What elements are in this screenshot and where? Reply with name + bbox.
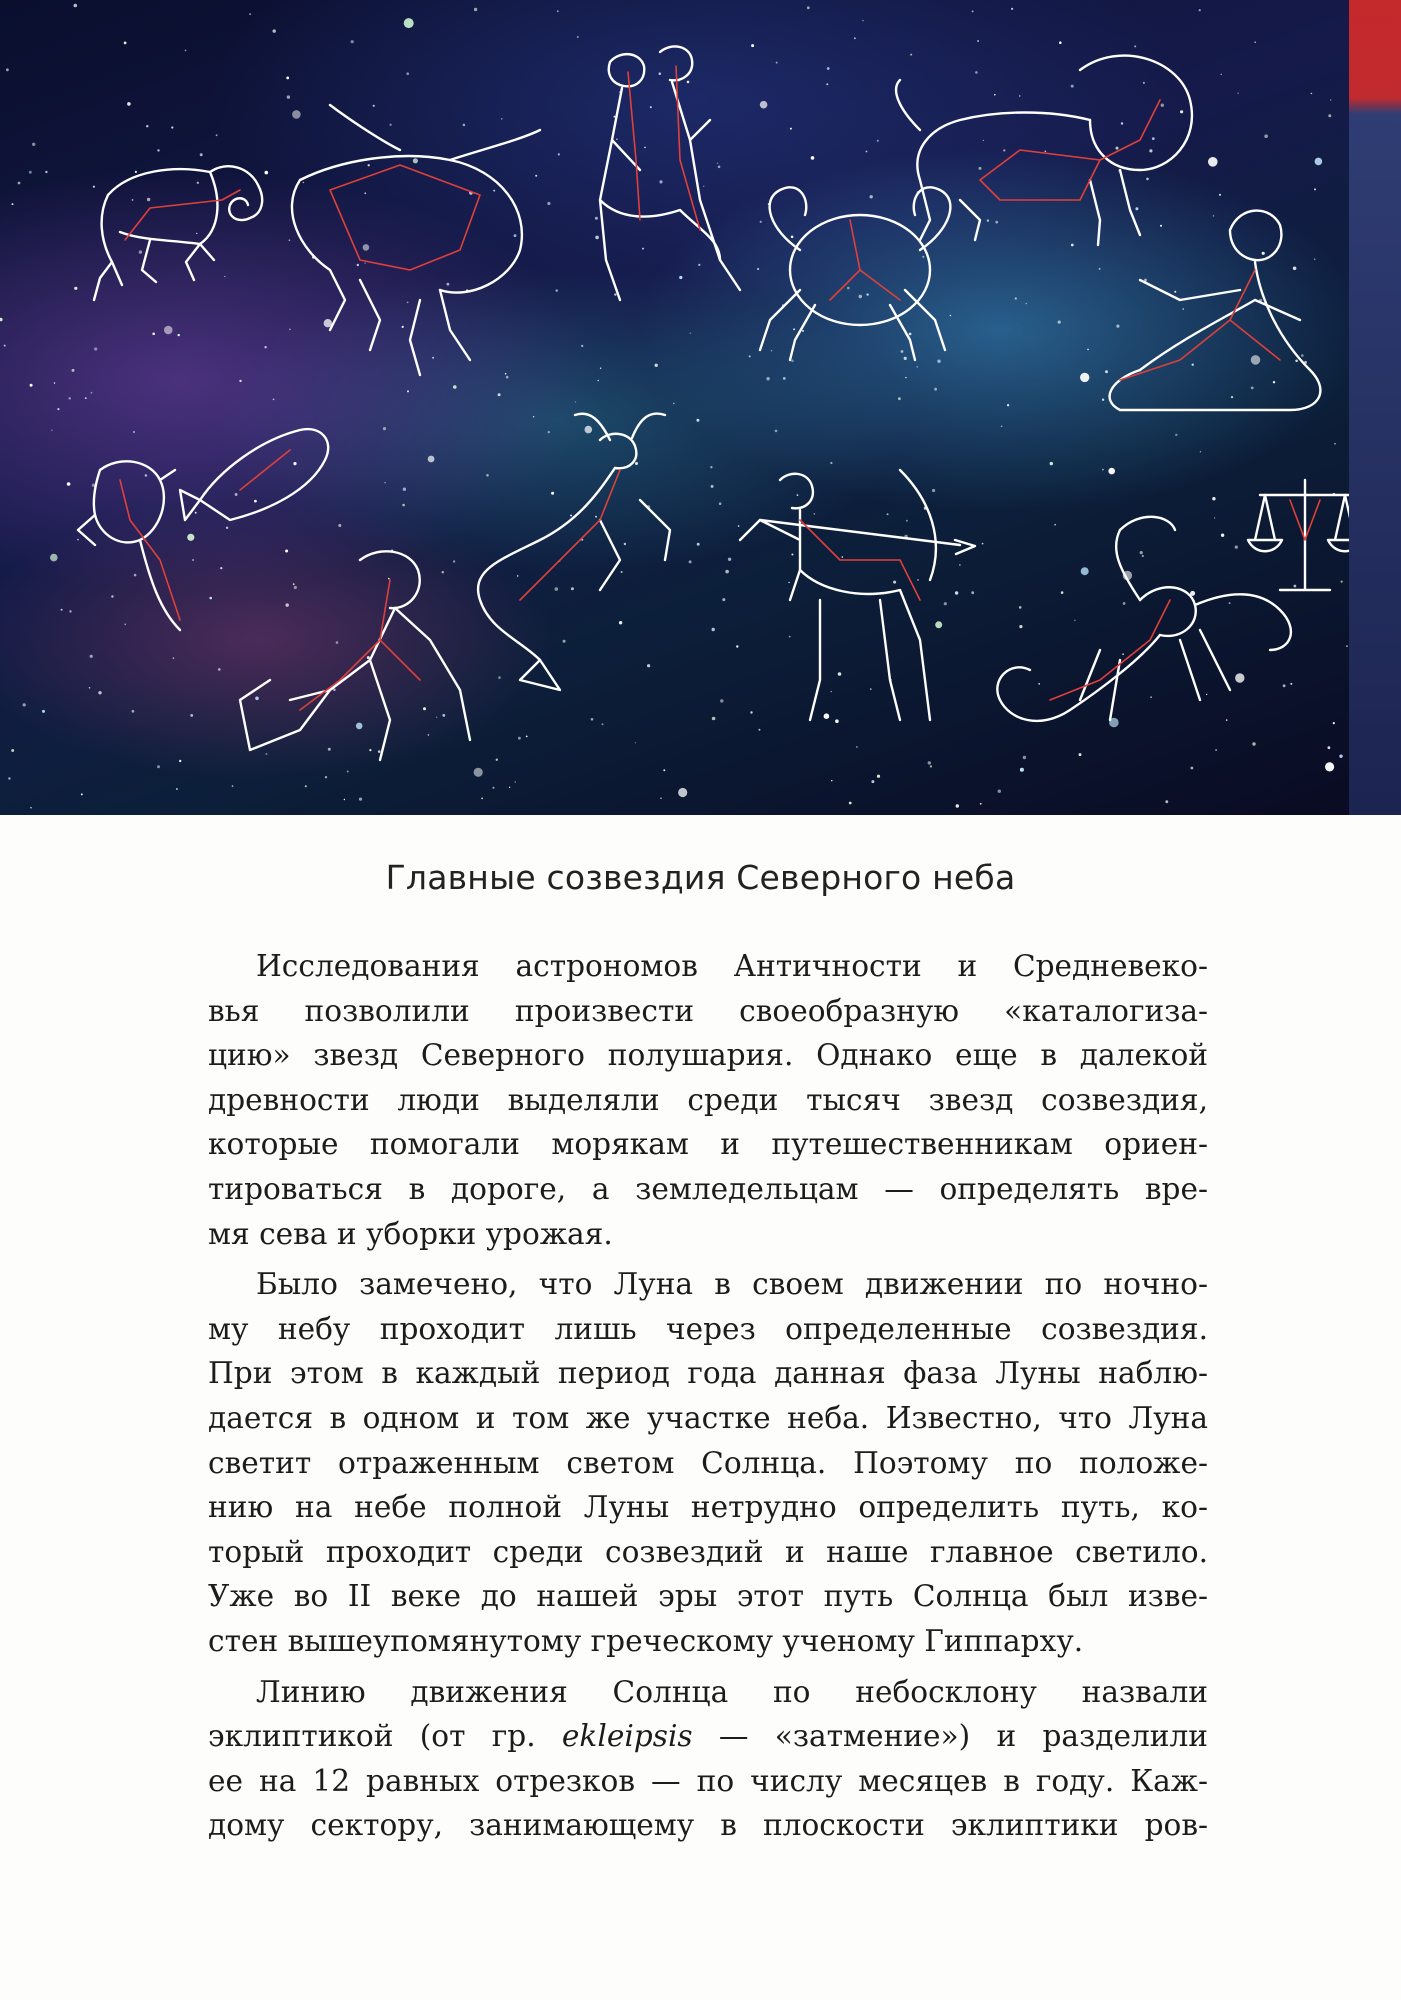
text-segment: эклиптикой (от гр.	[208, 1719, 562, 1754]
gemini-figure	[600, 46, 740, 300]
aquarius-figure	[240, 551, 470, 760]
aries-figure	[94, 166, 262, 300]
virgo-figure	[1110, 211, 1321, 410]
text-line: му небу проходит лишь через определенные созвездия.	[208, 1311, 1208, 1346]
text-line: нию на небе полной Луны нетрудно определить путь, ко-	[208, 1490, 1208, 1525]
text-line: торый проходит среди созвездий и наше главное светило.	[208, 1534, 1208, 1569]
scorpio-figure	[997, 517, 1291, 721]
greek-term: ekleipsis	[561, 1719, 693, 1754]
text-line: Линию движения Солнца по небосклону назвали	[256, 1674, 1208, 1709]
text-line: вья позволили произвести своеобразную «каталогиза-	[208, 993, 1208, 1028]
cancer-figure	[760, 187, 950, 360]
text-line: ее на 12 равных отрезков — по числу месяцев в году. Каж-	[208, 1763, 1208, 1798]
capricorn-figure	[478, 414, 670, 690]
pisces-figure	[78, 429, 328, 630]
constellation-illustration	[0, 0, 1401, 815]
constellation-figures	[0, 0, 1401, 815]
text-line: Было замечено, что Луна в своем движении по ночно-	[256, 1267, 1208, 1302]
text-line: дому сектору, занимающему в плоскости эклиптики ров-	[208, 1808, 1208, 1843]
text-segment: — «затмение») и разделили	[692, 1719, 1209, 1754]
figure-caption: Главные созвездия Северного неба	[385, 858, 1016, 897]
text-line: цию» звезд Северного полушария. Однако еще в далекой	[208, 1038, 1208, 1073]
libra-figure	[1248, 480, 1362, 590]
text-line: древности люди выделяли среди тысяч звезд созвездия,	[208, 1082, 1208, 1117]
text-line: При этом в каждый период года данная фаза Луны наблю-	[208, 1356, 1208, 1391]
text-line: дается в одном и том же участке неба. Известно, что Луна	[208, 1400, 1208, 1435]
text-line: которые помогали морякам и путешественникам ориен-	[208, 1127, 1208, 1162]
page-edge-strip	[1349, 0, 1401, 815]
article-body	[208, 944, 1208, 1848]
text-line: стен вышеупомянутому греческому ученому Гиппарху.	[208, 1623, 1084, 1658]
taurus-figure	[292, 105, 540, 375]
sagittarius-figure	[740, 470, 975, 720]
text-line: Уже во II веке до нашей эры этот путь Солнца был изве-	[208, 1579, 1208, 1614]
text-line: светит отраженным светом Солнца. Поэтому по положе-	[208, 1445, 1208, 1480]
text-line: мя сева и уборки урожая.	[208, 1216, 613, 1251]
text-line: тироваться в дороге, а земледельцам — определять вре-	[208, 1171, 1208, 1206]
leo-figure	[896, 56, 1192, 245]
text-line	[208, 1714, 1208, 1759]
text-line: Исследования астрономов Античности и Средневеко-	[256, 949, 1208, 983]
